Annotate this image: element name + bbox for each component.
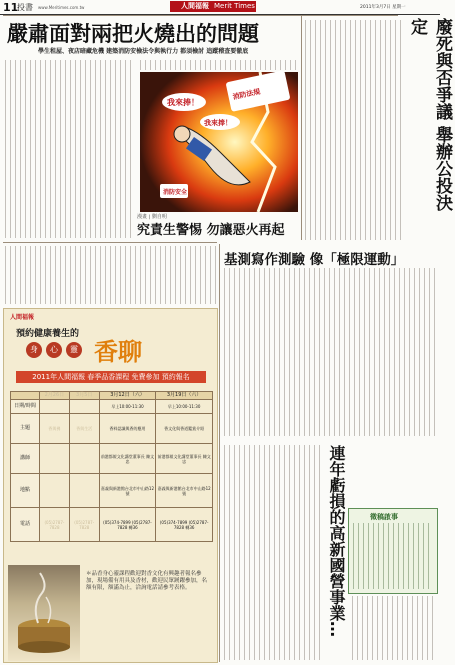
table-cell: 早上10:00-11:30 [156, 400, 213, 414]
table-cell: 香文化與香道鑑賞介紹 [156, 414, 213, 444]
table-corner [11, 392, 40, 400]
cartoon-bubble-3: 消防安全 [163, 189, 188, 196]
table-cell: (05)2787-7828 [69, 508, 99, 542]
page-header [0, 0, 440, 15]
table-cell [69, 400, 99, 414]
ad-tagline: 預約健康養生的 [16, 329, 80, 339]
incense-course-advertisement[interactable] [3, 308, 218, 663]
article-body-text [140, 60, 298, 70]
table-cell [40, 400, 70, 414]
table-row [11, 474, 213, 508]
article-body-text [352, 596, 436, 660]
ad-banner: 2011年人間福報 春季品香課程 免費參加 預約報名 [16, 371, 206, 383]
note-box-title: 徵稿啟事 [370, 513, 398, 521]
site-url[interactable]: www.Meritimes.com.tw [38, 5, 85, 10]
table-cell: 香與生活 [69, 414, 99, 444]
table-cell [69, 474, 99, 508]
article-body-text [224, 445, 320, 660]
ad-circle-mind: 心 [46, 342, 62, 358]
cartoon-caption: 漫畫 | 劉自明 [137, 214, 167, 220]
issue-date: 2011年3月7日 星期一 [360, 5, 406, 10]
table-cell: 嘉義與新港館台北市中山路12號 [156, 474, 213, 508]
ad-body-text: ＊品香身心靈課程歡迎對香文化有興趣者報名參加，現場備有用具及香材，歡迎民眾踴躍參加，名額有限，額滿為止，洽詢電話請參考表格。 [86, 571, 208, 591]
ad-schedule-table [10, 391, 213, 542]
divider [3, 15, 398, 16]
ad-title: 香聊 [94, 337, 142, 366]
article-body-text [5, 60, 135, 238]
ad-brand: 人間福報 [10, 314, 35, 321]
column-header: 3月5日 [69, 392, 99, 400]
row-label: 主題 [11, 414, 40, 444]
table-cell: 早上10:00-11:30 [99, 400, 156, 414]
table-row [11, 400, 213, 414]
column-divider [301, 15, 302, 240]
cartoon-bubble-2: 我來捧！ [204, 118, 232, 127]
column-header: 3月19日（六） [156, 392, 213, 400]
cartoon-sign: 消防法規 [231, 86, 261, 102]
test-article-body-text [224, 268, 436, 436]
table-cell: (05)374-7899 (05)2787-7828 轉36 [156, 508, 213, 542]
column-header: 3月12日（六） [99, 392, 156, 400]
table-cell: (05)374-7899 (05)2787-7828 轉36 [99, 508, 156, 542]
row-label: 電話 [11, 508, 40, 542]
table-cell: 香與佛 [40, 414, 70, 444]
table-row [11, 508, 213, 542]
sidebar-headline: 究責生警惕 勿讓惡火再起 [137, 223, 285, 238]
main-subhead: 學生租屋、夜店暗藏危機 建築消防安檢法令與執行力 都須檢討 追蹤稽查要徹底 [38, 48, 249, 55]
loss-article-headline: 連年虧損的高新國營事業… [327, 445, 346, 637]
table-cell [40, 444, 70, 474]
article-body-text [5, 246, 217, 304]
ad-circle-spirit: 靈 [66, 342, 82, 358]
table-cell [69, 444, 99, 474]
column-header: 2月26日 [40, 392, 70, 400]
table-cell [40, 474, 70, 508]
row-label: 講師 [11, 444, 40, 474]
editorial-cartoon [140, 72, 298, 212]
incense-burner-photo [8, 565, 80, 661]
section-label: 投書 [17, 3, 33, 12]
divider [3, 242, 217, 243]
table-header-row [11, 392, 213, 400]
call-for-submissions-box [348, 508, 438, 594]
table-row [11, 414, 213, 444]
row-label: 日期/時間 [11, 400, 40, 414]
ad-circle-body: 身 [26, 342, 42, 358]
page-number: 11 [3, 1, 19, 14]
cartoon-bubble-1: 我來捧！ [167, 97, 199, 107]
table-cell: 前港都報文化講堂董事長 陳文忠 [156, 444, 213, 474]
note-box-text [353, 523, 433, 589]
table-cell: 前港都報文化講堂董事長 陳文忠 [99, 444, 156, 474]
column-divider [219, 244, 220, 662]
incense-burner-illustration [8, 565, 80, 661]
editorial-body-text [305, 20, 401, 240]
editorial-headline: 廢死與否爭議 舉辦公投決定 [407, 18, 452, 211]
main-headline: 嚴肅面對兩把火燒出的問題 [7, 22, 259, 46]
row-label: 地點 [11, 474, 40, 508]
table-cell: 香料認識與香的應用 [99, 414, 156, 444]
cartoon-illustration [140, 72, 298, 212]
table-cell: 嘉義與新港館台北市中山路12號 [99, 474, 156, 508]
masthead-name: 人間福報 [181, 2, 209, 10]
masthead-english: Merit Times [214, 2, 255, 10]
table-row [11, 444, 213, 474]
test-article-headline: 基測寫作測驗 像「極限運動」 [224, 252, 405, 268]
table-cell: (05)2787-7828 [40, 508, 70, 542]
